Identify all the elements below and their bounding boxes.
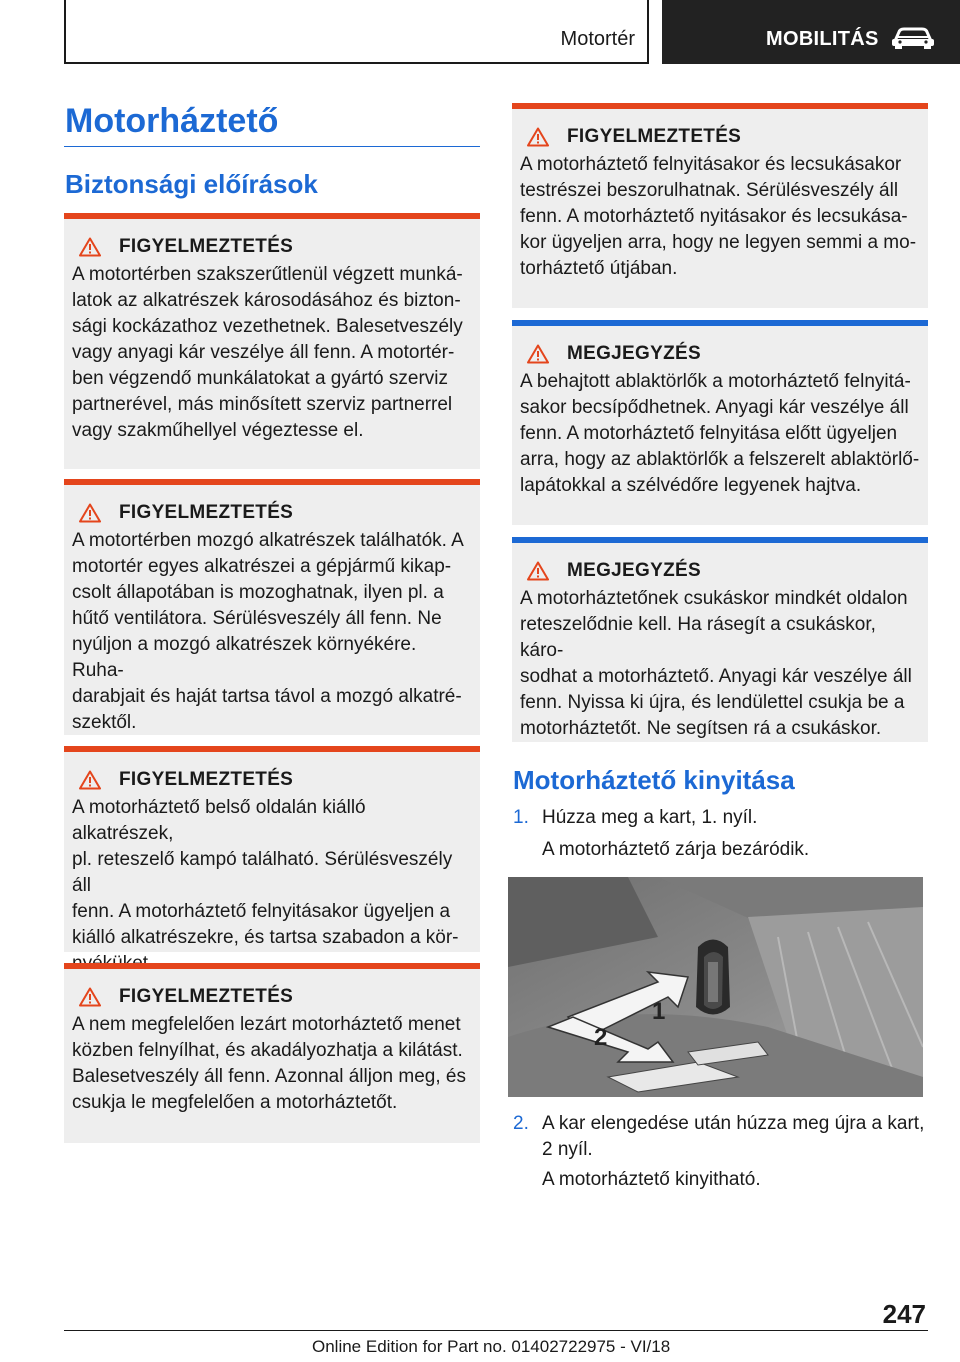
warning-box — [64, 746, 480, 952]
header-section-title: Motortér — [560, 28, 635, 50]
box-header — [520, 560, 920, 582]
section-subtitle: Biztonsági előírások — [65, 169, 318, 199]
page-title: Motorháztető — [65, 102, 279, 140]
warning-triangle-icon — [79, 503, 101, 523]
box-title: FIGYELMEZTETÉS — [119, 986, 294, 1007]
footer-edition-text: Online Edition for Part no. 01402722975 - VI/18 — [312, 1337, 671, 1356]
box-text: A motorháztető felnyitásakor és lecsukásakor testrészei beszorulhatnak. Sérülésveszély áll fenn. A motorháztető nyitásakor és lecsukása- kor ügyeljen arra, hogy ne legyen semmi a mo- torháztető útjában. — [520, 154, 917, 279]
step-text: Húzza meg a kart, 1. nyíl. — [542, 807, 758, 828]
box-text: A motorháztető belső oldalán kiálló alkatrészek, pl. reteszelő kampó található. Sérülésveszély áll fenn. A motorháztető felnyitásakor ügyeljen a kiálló alkatrészekre, és tartsa szabadon a kör- — [72, 797, 459, 948]
warning-triangle-icon — [527, 127, 549, 147]
car-icon — [890, 26, 936, 50]
box-text: A motortérben szakszerűtlenül végzett munká- latok az alkatrészek károsodásához és bizton- sági kockázathoz vezethetnek. Balesetveszély vagy anyagi kár veszélye áll fenn. A motortér- ben végzendő munkálatokat a gyártó szerviz partnerével, más minősített szerviz partnerrel vagy szakműhellyel végeztesse el. — [72, 264, 463, 441]
opening-section-title: Motorháztető kinyitása — [513, 765, 795, 795]
warning-triangle-icon — [527, 561, 549, 581]
warning-box — [64, 479, 480, 735]
arrow-label-2: 2 — [594, 1024, 608, 1051]
hood-release-lever-illustration — [508, 877, 923, 1097]
box-title: FIGYELMEZTETÉS — [119, 769, 294, 790]
box-text: A nem megfelelően lezárt motorháztető menet közben felnyílhat, és akadályozhatja a kilátást. Balesetveszély áll fenn. Azonnal álljon meg, és csukja le megfelelően a motorháztetőt. — [72, 1014, 466, 1113]
box-header — [72, 502, 472, 524]
step-result: A motorháztető zárja bezáródik. — [542, 839, 810, 860]
warning-box — [64, 213, 480, 469]
warning-triangle-icon — [79, 237, 101, 257]
box-title: FIGYELMEZTETÉS — [119, 236, 294, 257]
title-divider — [64, 146, 480, 147]
header-section-box — [64, 0, 649, 64]
page-number: 247 — [882, 1299, 926, 1329]
box-title: FIGYELMEZTETÉS — [567, 126, 742, 147]
box-header — [72, 986, 472, 1008]
step-result: A motorháztető kinyitható. — [542, 1169, 761, 1190]
box-header — [520, 126, 920, 148]
box-text: A motortérben mozgó alkatrészek találhatók. A motortér egyes alkatrészei a gépjármű kikap- csolt állapotában is mozoghatnak, ilyen pl. a hűtő ventilátora. Sérülésveszély áll fenn. Ne nyúljon a mozgó alkatrészek környékére. Ruha- darabjait és haját tartsa távol a mozgó alkatré- szektől. — [72, 530, 464, 733]
step-number: 1. — [513, 807, 529, 828]
box-title: MEGJEGYZÉS — [567, 560, 701, 581]
warning-triangle-icon — [79, 770, 101, 790]
warning-triangle-icon — [527, 344, 549, 364]
box-header — [72, 769, 472, 791]
box-text: A motorháztetőnek csukáskor mindkét oldalon reteszelődnie kell. Ha rásegít a csukáskor, káro- sodhat a motorháztető. Anyagi kár veszélye áll fenn. Nyissa ki újra, és lendülettel csukja be a motorháztetőt. Ne segítsen rá a csukáskor. — [520, 588, 912, 739]
step-number: 2. — [513, 1113, 529, 1134]
warning-triangle-icon — [79, 987, 101, 1007]
warning-box — [64, 963, 480, 1143]
box-text: A behajtott ablaktörlők a motorháztető felnyitá- sakor becsípődhetnek. Anyagi kár veszélye áll fenn. A motorháztető felnyitása előtt ügyeljen arra, hogy az ablaktörlők a felszerelt ablaktörlő- lapátokkal a szélvédőre legyenek hajtva. — [520, 371, 920, 496]
step-text: A kar elengedése után húzza meg újra a kart, 2 nyíl. — [542, 1113, 925, 1160]
box-header — [520, 343, 920, 365]
box-header — [72, 236, 472, 258]
arrow-label-1: 1 — [652, 998, 666, 1025]
header-chapter-tab — [662, 0, 960, 64]
footer-divider — [64, 1330, 928, 1331]
box-title: FIGYELMEZTETÉS — [119, 502, 294, 523]
header-chapter-title: MOBILITÁS — [766, 28, 879, 50]
note-box — [512, 537, 928, 742]
note-box — [512, 320, 928, 525]
box-title: MEGJEGYZÉS — [567, 343, 701, 364]
warning-box — [512, 103, 928, 308]
